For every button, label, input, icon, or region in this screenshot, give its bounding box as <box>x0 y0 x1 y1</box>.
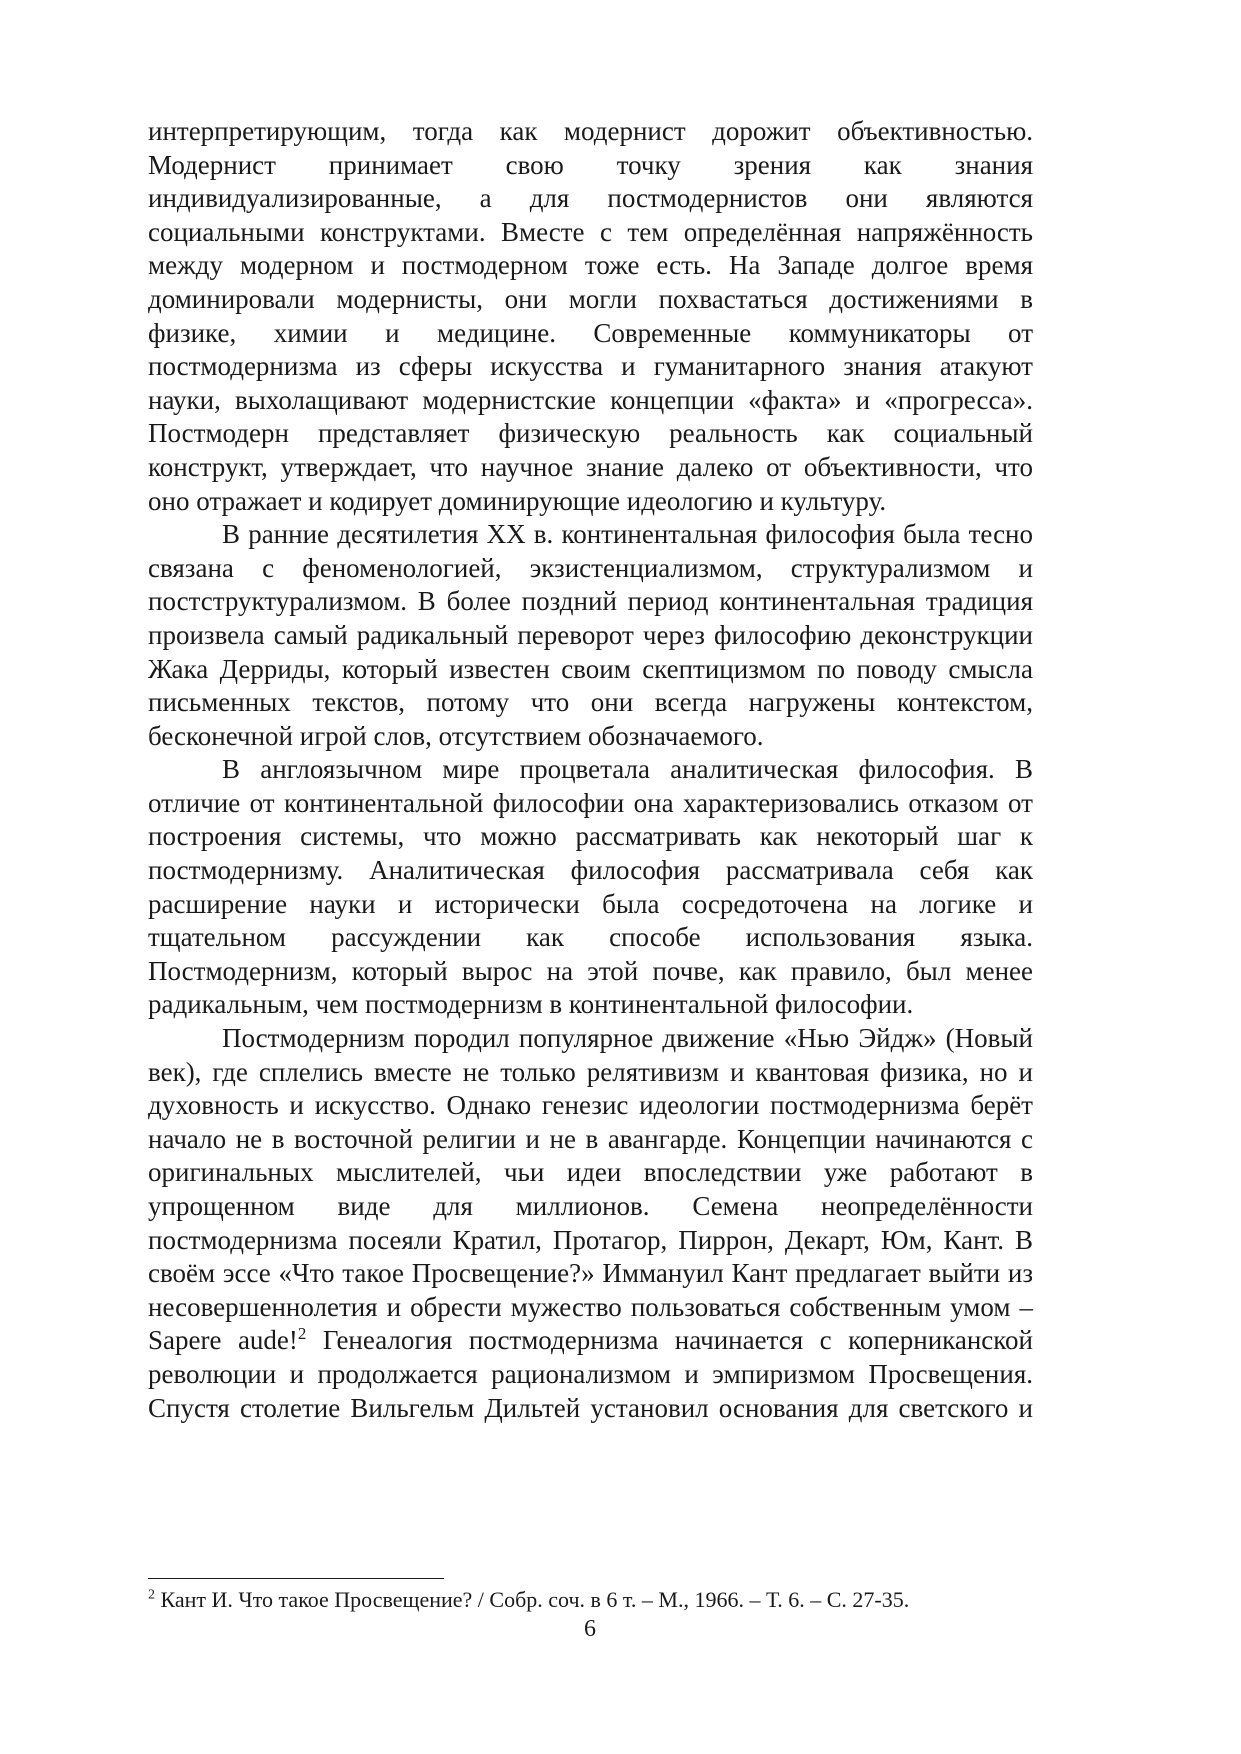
page-number: 6 <box>584 1616 596 1642</box>
main-text <box>148 115 1033 1425</box>
footnote-text: Кант И. Что такое Просвещение? / Собр. соч. в 6 т. – М., 1966. – Т. 6. – С. 27-35. <box>155 1587 910 1612</box>
paragraph-4-text-before-note: Постмодернизм породил популярное движение «Нью Эйдж» (Новый век), где сплелись вместе не только релятивизм и квантовая физика, но и духовность и искусство. Однако генезис идеологии постмодернизма берёт начало не в восточной религии и не в авангарде. Концепции начинаются с оригинальных мыслителей, чьи идеи впоследствии уже работают в упрощенном виде для миллионов. Семена неопределённости постмодернизма посеяли Кратил, Протагор, Пиррон, Декарт, Юм, Кант. В своём эссе «Что такое Просвещение?» Иммануил Кант предлагает выйти из несовершеннолетия и обрести мужество пользоваться собственным умом – Sapere aude! <box>148 1023 1033 1356</box>
paragraph-1: интерпретирующим, тогда как модернист дорожит объективностью. Модернист принимает свою точку зрения как знания индивидуализированные, а для постмодернистов они являются социальными конструктами. Вместе с тем определённая напряжённость между модерном и постмодерном тоже есть. На Западе долгое время доминировали модернисты, они могли похвастаться достижениями в физике, химии и медицине. Современные коммуникаторы от постмодернизма из сферы искусства и гуманитарного знания атакуют науки, выхолащивают модернистские концепции «факта» и «прогресса». Постмодерн представляет физическую реальность как социальный конструкт, утверждает, что научное знание далеко от объективности, что оно отражает и кодирует доминирующие идеологию и культуру. <box>148 116 1033 516</box>
paragraph-4 <box>148 1022 1033 1425</box>
paragraph-4-text-after-note: Генеалогия постмодернизма начинается с коперниканской революции и продолжается рационализмом и эмпиризмом Просвещения. Спустя столетие Вильгельм Дильтей установил основания для светского и <box>148 1325 1033 1423</box>
paragraph-3: В англоязычном мире процветала аналитическая философия. В отличие от континентальной философии она характеризовались отказом от построения системы, что можно рассматривать как некоторый шаг к постмодернизму. Аналитическая философия рассматривала себя как расширение науки и исторически была сосредоточена на логике и тщательном рассуждении как способе использования языка. Постмодернизм, который вырос на этой почве, как правило, был менее радикальным, чем постмодернизм в континентальной философии. <box>148 754 1033 1020</box>
footnote-separator <box>148 1578 444 1579</box>
paragraph-2: В ранние десятилетия XX в. континентальная философия была тесно связана с феноменологией, экзистенциализмом, структурализмом и постструктурализмом. В более поздний период континентальная традиция произвела самый радикальный переворот через философию деконструкции Жака Дерриды, который известен своим скептицизмом по поводу смысла письменных текстов, потому что они всегда нагружены контекстом, бесконечной игрой слов, отсутствием обозначаемого. <box>148 519 1033 751</box>
footnote-reference[interactable]: 2 <box>297 1324 307 1344</box>
footnote <box>148 1586 1048 1614</box>
footnote-mark: 2 <box>148 1587 155 1603</box>
